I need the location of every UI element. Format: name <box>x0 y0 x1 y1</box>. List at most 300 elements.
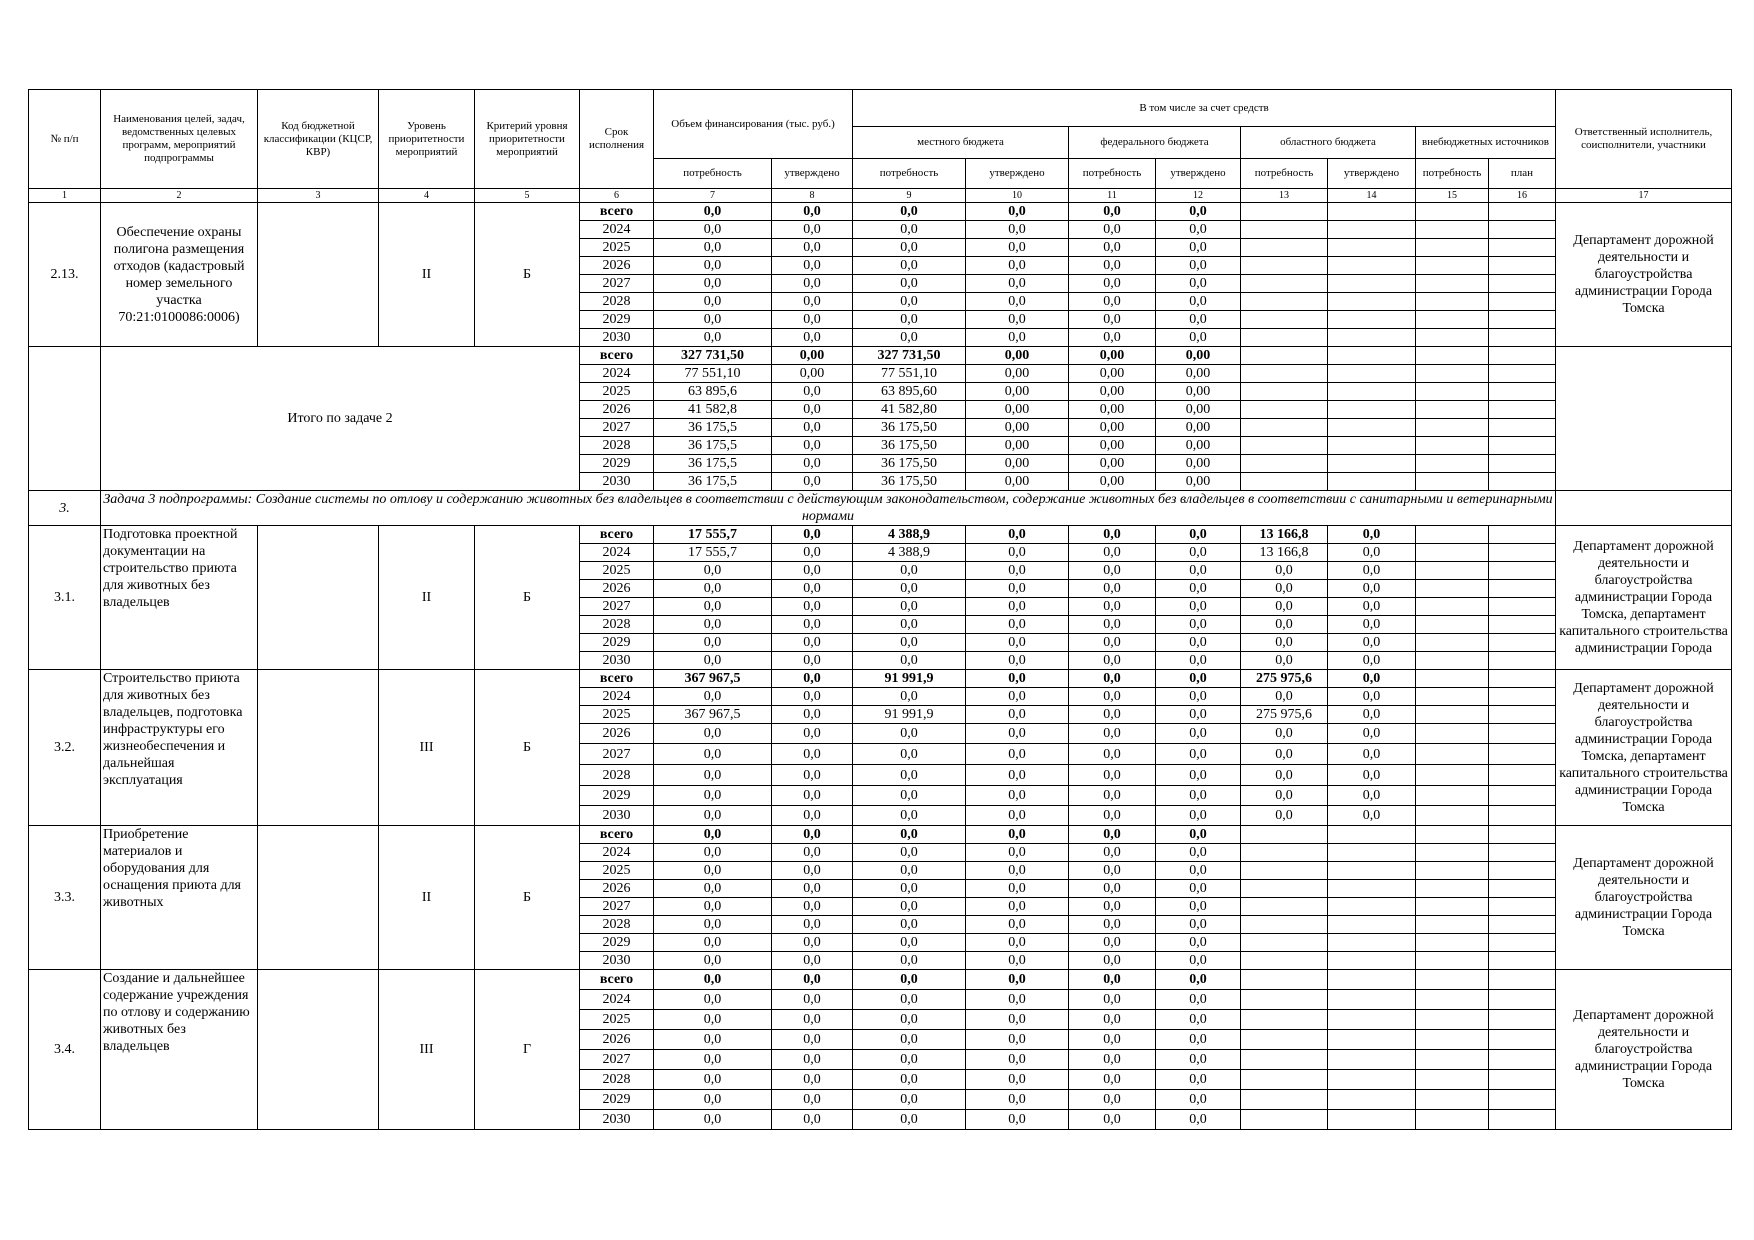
value-cell: 0,0 <box>1156 706 1241 724</box>
value-cell <box>1328 221 1416 239</box>
value-cell: 0,0 <box>1156 786 1241 806</box>
value-cell: 0,0 <box>966 562 1069 580</box>
value-cell: 36 175,5 <box>654 455 772 473</box>
value-cell <box>1416 401 1489 419</box>
value-cell: 0,0 <box>654 806 772 826</box>
value-cell: 41 582,8 <box>654 401 772 419</box>
value-cell: 36 175,5 <box>654 437 772 455</box>
value-cell: 0,0 <box>1069 526 1156 544</box>
value-cell <box>1416 544 1489 562</box>
value-cell <box>1489 744 1556 765</box>
value-cell: 0,0 <box>1156 1090 1241 1110</box>
col-header-approved: утверждено <box>966 159 1069 189</box>
value-cell: 0,0 <box>853 634 966 652</box>
value-cell: 0,0 <box>966 1090 1069 1110</box>
value-cell: 0,0 <box>966 580 1069 598</box>
value-cell: 0,0 <box>966 616 1069 634</box>
value-cell: 0,0 <box>654 239 772 257</box>
value-cell: 0,0 <box>654 898 772 916</box>
value-cell: 0,0 <box>654 844 772 862</box>
value-cell <box>1489 347 1556 365</box>
item-name: Создание и дальнейшее содержание учреждения по отлову и содержанию животных без владельцев <box>101 970 258 1130</box>
value-cell <box>1416 862 1489 880</box>
financing-table <box>28 89 1732 1130</box>
value-cell: 0,0 <box>654 562 772 580</box>
value-cell: 0,0 <box>772 744 853 765</box>
value-cell: 0,0 <box>853 916 966 934</box>
value-cell: 0,00 <box>1069 383 1156 401</box>
value-cell: 0,0 <box>654 634 772 652</box>
value-cell: 0,0 <box>853 898 966 916</box>
year-cell: 2027 <box>580 744 654 765</box>
value-cell: 0,0 <box>1241 688 1328 706</box>
value-cell: 0,0 <box>654 1110 772 1130</box>
value-cell: 0,0 <box>1156 1070 1241 1090</box>
value-cell <box>1328 970 1416 990</box>
year-cell: 2030 <box>580 329 654 347</box>
value-cell <box>1328 437 1416 455</box>
value-cell: 0,00 <box>1156 437 1241 455</box>
value-cell: 0,0 <box>966 670 1069 688</box>
value-cell: 0,0 <box>1069 1030 1156 1050</box>
value-cell: 0,0 <box>1156 652 1241 670</box>
responsible-cell: Департамент дорожной деятельности и благоустройства администрации Города Томска <box>1556 203 1732 347</box>
value-cell <box>1416 970 1489 990</box>
value-cell: 0,0 <box>853 862 966 880</box>
responsible-cell <box>1556 347 1732 491</box>
value-cell: 0,0 <box>966 293 1069 311</box>
value-cell: 0,0 <box>1241 634 1328 652</box>
col-header-local: местного бюджета <box>853 127 1069 159</box>
value-cell <box>1328 347 1416 365</box>
value-cell: 367 967,5 <box>654 706 772 724</box>
value-cell: 0,0 <box>654 724 772 744</box>
value-cell: 0,0 <box>1069 257 1156 275</box>
year-cell: 2025 <box>580 239 654 257</box>
value-cell: 0,0 <box>966 898 1069 916</box>
year-cell: 2026 <box>580 880 654 898</box>
value-cell: 0,0 <box>772 934 853 952</box>
priority-level: III <box>379 970 475 1130</box>
value-cell: 0,00 <box>966 455 1069 473</box>
responsible-cell: Департамент дорожной деятельности и благоустройства администрации Города Томска <box>1556 826 1732 970</box>
value-cell <box>1241 898 1328 916</box>
task3-title: Задача 3 подпрограммы: Создание системы по отлову и содержанию животных без владельцев в соответствии с действующим законодательством, содержание животных без владельцев в соответствии с санитарными и ветеринарными нормами <box>101 491 1556 526</box>
value-cell <box>1416 616 1489 634</box>
value-cell <box>1489 634 1556 652</box>
value-cell <box>1241 826 1328 844</box>
value-cell: 0,0 <box>772 275 853 293</box>
value-cell: 0,0 <box>1069 880 1156 898</box>
year-cell: 2024 <box>580 221 654 239</box>
year-cell: 2029 <box>580 786 654 806</box>
value-cell <box>1489 706 1556 724</box>
value-cell <box>1489 1030 1556 1050</box>
year-cell: 2028 <box>580 293 654 311</box>
value-cell: 0,0 <box>966 806 1069 826</box>
value-cell <box>1241 473 1328 491</box>
value-cell: 0,0 <box>1328 706 1416 724</box>
value-cell: 0,0 <box>1069 1090 1156 1110</box>
value-cell <box>1328 844 1416 862</box>
value-cell: 0,0 <box>1156 724 1241 744</box>
value-cell: 0,0 <box>772 765 853 786</box>
value-cell: 0,0 <box>1156 257 1241 275</box>
year-cell: всего <box>580 526 654 544</box>
col-header-name: Наименования целей, задач, ведомственных целевых программ, мероприятий подпрограммы <box>101 90 258 189</box>
value-cell: 0,0 <box>1328 562 1416 580</box>
year-cell: 2027 <box>580 898 654 916</box>
value-cell: 0,00 <box>1069 455 1156 473</box>
value-cell: 0,0 <box>654 880 772 898</box>
value-cell <box>1328 1030 1416 1050</box>
value-cell: 0,0 <box>966 1050 1069 1070</box>
value-cell: 0,0 <box>1156 1030 1241 1050</box>
column-number: 11 <box>1069 189 1156 203</box>
value-cell: 0,0 <box>853 1050 966 1070</box>
value-cell: 0,0 <box>1069 544 1156 562</box>
value-cell: 0,0 <box>1069 862 1156 880</box>
value-cell: 0,0 <box>654 916 772 934</box>
value-cell: 0,0 <box>1069 990 1156 1010</box>
value-cell: 0,0 <box>654 765 772 786</box>
column-number: 3 <box>258 189 379 203</box>
value-cell: 0,0 <box>853 1110 966 1130</box>
kbk-cell <box>258 526 379 670</box>
year-cell: 2030 <box>580 806 654 826</box>
priority-criterion: Б <box>475 670 580 826</box>
value-cell <box>1489 1110 1556 1130</box>
value-cell: 0,0 <box>853 952 966 970</box>
value-cell <box>1328 203 1416 221</box>
value-cell: 0,0 <box>1156 562 1241 580</box>
value-cell <box>1416 1090 1489 1110</box>
value-cell: 0,0 <box>1069 826 1156 844</box>
value-cell <box>1328 239 1416 257</box>
table-row <box>29 670 1732 688</box>
value-cell: 0,0 <box>1069 970 1156 990</box>
value-cell: 0,0 <box>1069 898 1156 916</box>
value-cell <box>1328 862 1416 880</box>
value-cell: 0,0 <box>654 311 772 329</box>
value-cell: 0,00 <box>1156 401 1241 419</box>
value-cell: 0,0 <box>1328 634 1416 652</box>
value-cell: 0,0 <box>772 898 853 916</box>
value-cell: 0,0 <box>966 786 1069 806</box>
value-cell: 0,0 <box>772 580 853 598</box>
value-cell: 0,00 <box>1069 365 1156 383</box>
value-cell <box>1328 1070 1416 1090</box>
value-cell <box>1416 473 1489 491</box>
col-header-approved: утверждено <box>772 159 853 189</box>
value-cell: 0,0 <box>772 1050 853 1070</box>
value-cell: 0,00 <box>1156 383 1241 401</box>
value-cell: 0,0 <box>966 934 1069 952</box>
value-cell: 36 175,50 <box>853 419 966 437</box>
value-cell: 0,0 <box>772 670 853 688</box>
value-cell <box>1489 826 1556 844</box>
value-cell <box>1241 934 1328 952</box>
value-cell: 0,0 <box>1328 616 1416 634</box>
value-cell: 0,0 <box>772 616 853 634</box>
value-cell: 0,0 <box>966 275 1069 293</box>
value-cell: 0,0 <box>772 544 853 562</box>
value-cell <box>1489 293 1556 311</box>
value-cell <box>1328 275 1416 293</box>
value-cell <box>1328 455 1416 473</box>
value-cell <box>1416 744 1489 765</box>
item-name: Подготовка проектной документации на строительство приюта для животных без владельцев <box>101 526 258 670</box>
value-cell: 0,0 <box>772 1030 853 1050</box>
year-cell: 2027 <box>580 419 654 437</box>
value-cell: 0,0 <box>1069 652 1156 670</box>
column-number: 14 <box>1328 189 1416 203</box>
table-row <box>29 826 1732 844</box>
value-cell: 0,0 <box>966 257 1069 275</box>
year-cell: 2025 <box>580 862 654 880</box>
value-cell <box>1416 437 1489 455</box>
value-cell <box>1416 1050 1489 1070</box>
col-header-plan: план <box>1489 159 1556 189</box>
value-cell: 77 551,10 <box>654 365 772 383</box>
value-cell: 0,0 <box>853 239 966 257</box>
year-cell: 2026 <box>580 1030 654 1050</box>
value-cell: 0,0 <box>1069 598 1156 616</box>
value-cell: 0,0 <box>1069 634 1156 652</box>
value-cell: 0,00 <box>1156 365 1241 383</box>
value-cell: 0,0 <box>853 203 966 221</box>
value-cell <box>1241 862 1328 880</box>
column-number: 1 <box>29 189 101 203</box>
value-cell: 0,0 <box>1328 652 1416 670</box>
value-cell: 0,0 <box>853 934 966 952</box>
value-cell: 0,0 <box>1069 311 1156 329</box>
value-cell: 0,0 <box>1156 916 1241 934</box>
value-cell <box>1489 311 1556 329</box>
value-cell: 0,0 <box>1069 1110 1156 1130</box>
value-cell: 0,0 <box>1156 1010 1241 1030</box>
year-cell: 2027 <box>580 598 654 616</box>
year-cell: 2025 <box>580 1010 654 1030</box>
value-cell: 0,0 <box>1328 765 1416 786</box>
value-cell: 0,0 <box>1156 744 1241 765</box>
value-cell: 0,0 <box>772 257 853 275</box>
value-cell: 0,0 <box>853 826 966 844</box>
column-number: 8 <box>772 189 853 203</box>
value-cell: 0,0 <box>654 688 772 706</box>
value-cell: 0,0 <box>853 970 966 990</box>
value-cell <box>1416 257 1489 275</box>
value-cell <box>1416 329 1489 347</box>
value-cell <box>1241 1010 1328 1030</box>
value-cell <box>1489 724 1556 744</box>
value-cell: 0,0 <box>1156 1110 1241 1130</box>
value-cell <box>1241 383 1328 401</box>
value-cell <box>1241 1090 1328 1110</box>
value-cell <box>1489 562 1556 580</box>
value-cell: 0,0 <box>772 598 853 616</box>
value-cell: 0,0 <box>853 765 966 786</box>
value-cell: 0,0 <box>1156 688 1241 706</box>
value-cell: 36 175,5 <box>654 473 772 491</box>
value-cell: 0,0 <box>1156 880 1241 898</box>
value-cell: 0,0 <box>654 744 772 765</box>
value-cell: 0,0 <box>966 844 1069 862</box>
value-cell: 0,0 <box>853 616 966 634</box>
value-cell <box>1328 898 1416 916</box>
year-cell: 2028 <box>580 437 654 455</box>
value-cell <box>1416 826 1489 844</box>
item-number: 3.4. <box>29 970 101 1130</box>
value-cell: 0,0 <box>772 437 853 455</box>
value-cell <box>1489 652 1556 670</box>
value-cell: 0,0 <box>1156 580 1241 598</box>
value-cell <box>1489 401 1556 419</box>
value-cell <box>1489 880 1556 898</box>
value-cell: 0,0 <box>853 652 966 670</box>
col-header-approved: утверждено <box>1156 159 1241 189</box>
col-header-including: В том числе за счет средств <box>853 90 1556 127</box>
value-cell <box>1489 526 1556 544</box>
col-header-volume: Объем финансирования (тыс. руб.) <box>654 90 853 159</box>
table-body <box>29 189 1732 1130</box>
value-cell: 0,0 <box>772 952 853 970</box>
year-cell: 2024 <box>580 544 654 562</box>
value-cell: 0,0 <box>1069 688 1156 706</box>
value-cell: 0,0 <box>966 880 1069 898</box>
value-cell <box>1416 203 1489 221</box>
value-cell: 0,0 <box>772 239 853 257</box>
value-cell: 327 731,50 <box>853 347 966 365</box>
kbk-cell <box>258 670 379 826</box>
value-cell <box>1489 437 1556 455</box>
value-cell <box>1489 580 1556 598</box>
value-cell: 275 975,6 <box>1241 670 1328 688</box>
value-cell: 77 551,10 <box>853 365 966 383</box>
value-cell <box>1489 383 1556 401</box>
value-cell <box>1416 670 1489 688</box>
value-cell: 0,0 <box>853 844 966 862</box>
year-cell: 2024 <box>580 365 654 383</box>
value-cell: 63 895,60 <box>853 383 966 401</box>
value-cell: 0,0 <box>966 311 1069 329</box>
value-cell <box>1328 934 1416 952</box>
col-header-need: потребность <box>1241 159 1328 189</box>
value-cell: 0,0 <box>853 598 966 616</box>
value-cell: 0,0 <box>966 329 1069 347</box>
value-cell: 0,00 <box>772 365 853 383</box>
table-row <box>29 203 1732 221</box>
value-cell: 0,0 <box>853 562 966 580</box>
value-cell: 0,0 <box>1069 203 1156 221</box>
value-cell: 0,0 <box>772 724 853 744</box>
value-cell: 91 991,9 <box>853 706 966 724</box>
value-cell: 0,0 <box>966 221 1069 239</box>
value-cell: 0,00 <box>1069 419 1156 437</box>
priority-criterion: Б <box>475 826 580 970</box>
value-cell: 13 166,8 <box>1241 526 1328 544</box>
value-cell: 0,0 <box>1069 275 1156 293</box>
value-cell <box>1416 724 1489 744</box>
value-cell: 0,0 <box>1156 634 1241 652</box>
value-cell <box>1241 293 1328 311</box>
value-cell <box>1489 898 1556 916</box>
value-cell: 0,00 <box>1069 437 1156 455</box>
value-cell: 0,0 <box>1156 329 1241 347</box>
table-row <box>29 970 1732 990</box>
value-cell: 0,0 <box>966 990 1069 1010</box>
col-header-criterion: Критерий уровня приоритетности мероприятий <box>475 90 580 189</box>
value-cell: 275 975,6 <box>1241 706 1328 724</box>
value-cell: 0,0 <box>1156 670 1241 688</box>
year-cell: 2028 <box>580 765 654 786</box>
value-cell: 0,0 <box>1069 239 1156 257</box>
value-cell: 0,0 <box>1156 203 1241 221</box>
value-cell: 0,0 <box>966 952 1069 970</box>
value-cell: 0,0 <box>853 275 966 293</box>
value-cell: 0,0 <box>853 293 966 311</box>
value-cell: 0,0 <box>1156 990 1241 1010</box>
value-cell <box>1416 806 1489 826</box>
value-cell <box>1241 401 1328 419</box>
column-number: 16 <box>1489 189 1556 203</box>
value-cell <box>1489 544 1556 562</box>
value-cell <box>1416 688 1489 706</box>
value-cell <box>1416 526 1489 544</box>
value-cell <box>1489 862 1556 880</box>
item-number: 2.13. <box>29 203 101 347</box>
year-cell: 2027 <box>580 275 654 293</box>
value-cell: 0,0 <box>1156 934 1241 952</box>
value-cell: 0,0 <box>853 880 966 898</box>
value-cell: 0,0 <box>772 1090 853 1110</box>
value-cell <box>1241 437 1328 455</box>
value-cell <box>1328 1050 1416 1070</box>
value-cell: 0,0 <box>966 598 1069 616</box>
value-cell: 0,0 <box>1241 806 1328 826</box>
year-cell: 2026 <box>580 580 654 598</box>
value-cell: 0,0 <box>1069 844 1156 862</box>
value-cell: 0,0 <box>654 1010 772 1030</box>
value-cell <box>1416 634 1489 652</box>
value-cell: 0,0 <box>966 652 1069 670</box>
value-cell <box>1241 880 1328 898</box>
col-header-level: Уровень приоритетности мероприятий <box>379 90 475 189</box>
value-cell: 0,0 <box>966 634 1069 652</box>
value-cell <box>1241 1110 1328 1130</box>
value-cell <box>1241 239 1328 257</box>
value-cell <box>1416 786 1489 806</box>
value-cell: 0,0 <box>772 329 853 347</box>
value-cell: 36 175,50 <box>853 473 966 491</box>
value-cell <box>1416 1030 1489 1050</box>
year-cell: 2030 <box>580 1110 654 1130</box>
value-cell: 0,0 <box>1156 616 1241 634</box>
year-cell: всего <box>580 826 654 844</box>
value-cell: 0,0 <box>654 1030 772 1050</box>
value-cell <box>1416 311 1489 329</box>
value-cell: 0,0 <box>853 724 966 744</box>
value-cell <box>1489 670 1556 688</box>
value-cell <box>1241 916 1328 934</box>
value-cell <box>1489 473 1556 491</box>
value-cell: 327 731,50 <box>654 347 772 365</box>
value-cell: 0,0 <box>1069 806 1156 826</box>
year-cell: 2026 <box>580 401 654 419</box>
value-cell: 0,0 <box>1241 562 1328 580</box>
table-row <box>29 347 1732 365</box>
value-cell: 0,0 <box>654 652 772 670</box>
